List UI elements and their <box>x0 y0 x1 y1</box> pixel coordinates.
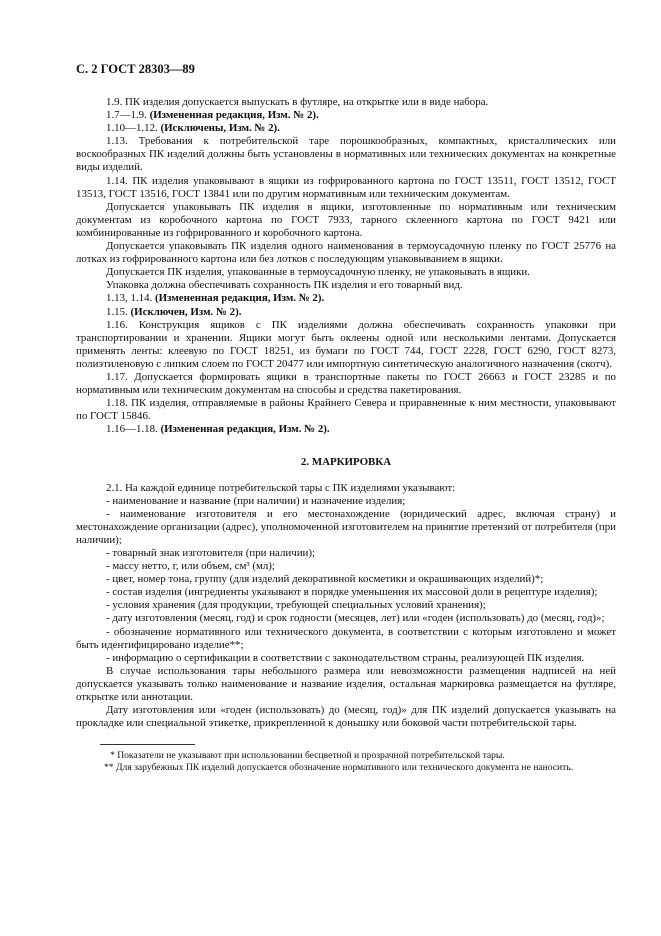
list-item: - дату изготовления (месяц, год) и срок годности (месяцев, лет) или «годен (использовать) до (месяц, год)»; <box>106 612 605 625</box>
section-1-continued <box>76 96 616 436</box>
section-title: 2. МАРКИРОВКА <box>300 456 392 469</box>
paragraph: 1.10—1.12. (Исключены, Изм. № 2). <box>106 122 280 135</box>
paragraph: Допускается упаковывать ПК изделия одного наименования в термоусадочную пленку по ГОСТ 25776 на лотках из гофрированного картона или без лотков с последующим упаковыванием в ящики. <box>76 240 616 266</box>
footnote: * Показатели не указывают при использовании бесцветной и прозрачной потребительской тары. <box>110 750 505 762</box>
paragraph: 1.17. Допускается формировать ящики в транспортные пакеты по ГОСТ 26663 и ГОСТ 23285 и по нормативным или техническим документам на способы и средства пакетирования. <box>76 370 616 397</box>
paragraph: 1.16. Конструкция ящиков с ПК изделиями должна обеспечивать сохранность упаковки при транспортировании и хранении. Ящики могут быть оклеены одной или несколькими лентами. Допускается применять ленты: клеевую по ГОСТ 18251, из бумаги по ГОСТ 744, ГОСТ 2228, ГОСТ 6290, ГОСТ 8273, полиэтиленовую с липким слоем по ГОСТ 20477 или импортную синтетическую аналогичного назначения (скотч). <box>76 318 616 370</box>
footnote-divider <box>100 744 195 745</box>
section-2-body <box>76 482 616 731</box>
paragraph: Допускается упаковывать ПК изделия в ящики, изготовленные по нормативным или техническим документам из коробочного картона по ГОСТ 7933, тарного склеенного картона по ГОСТ 9421 или комбинированные из гофрированного и коробочного картона. <box>76 200 616 239</box>
paragraph: 1.9. ПК изделия допускается выпускать в футляре, на открытке или в виде набора. <box>106 96 489 108</box>
list-item: - условия хранения (для продукции, требующей специальных условий хранения); <box>106 599 486 612</box>
list-item: - товарный знак изготовителя (при наличии); <box>106 547 316 559</box>
paragraph: 2.1. На каждой единице потребительской тары с ПК изделиями указывают: <box>106 481 456 494</box>
paragraph: 1.18. ПК изделия, отправляемые в районы Крайнего Севера и приравненные к ним местности, упаковывают по ГОСТ 15846. <box>76 397 616 423</box>
paragraph: 1.14. ПК изделия упаковывают в ящики из гофрированного картона по ГОСТ 13511, ГОСТ 13512, ГОСТ 13513, ГОСТ 13516, ГОСТ 13841 или по другим нормативным или техническим документам. <box>76 174 616 200</box>
page-header: С. 2 ГОСТ 28303—89 <box>76 62 195 76</box>
list-item: - информацию о сертификации в соответствии с законодательством страны, реализующей ПК изделия. <box>106 651 585 664</box>
list-item: - наименование изготовителя и его местонахождение (юридический адрес, включая страну) и местонахождение организации (адрес), уполномоченной изготовителем на принятие претензий от потребителя (при наличии); <box>76 507 616 546</box>
paragraph: 1.13, 1.14. (Измененная редакция, Изм. № 2). <box>106 292 325 305</box>
list-item: - цвет, номер тона, группу (для изделий декоративной косметики и окрашивающих изделий)*; <box>106 573 544 586</box>
paragraph: В случае использования тары небольшого размера или невозможности размещения надписей на ней допускается указывать только наименование и название изделия, остальная маркировка размещается на футляре, открытке или аннотации. <box>76 664 616 704</box>
paragraph: Упаковка должна обеспечивать сохранность ПК изделия и его товарный вид. <box>106 279 463 292</box>
list-item: - массу нетто, г, или объем, см³ (мл); <box>106 560 275 573</box>
list-item: - состав изделия (ингредиенты указывают в порядке уменьшения их массовой доли в рецептуре изделия); <box>106 586 598 599</box>
list-item: - обозначение нормативного или технического документа, в соответствии с которым изготовлено и может быть идентифицировано изделие**; <box>76 625 616 651</box>
document-body <box>76 96 616 774</box>
paragraph: 1.15. (Исключен, Изм. № 2). <box>106 305 242 318</box>
paragraph: 1.7—1.9. (Измененная редакция, Изм. № 2). <box>106 109 319 122</box>
list-item: - наименование и название (при наличии) и назначение изделия; <box>106 494 406 507</box>
paragraph: 1.13. Требования к потребительской таре порошкообразных, компактных, кристаллических или воскообразных ПК изделий должны быть установлены в нормативных или технических документах на конкретные виды изделий. <box>76 135 616 174</box>
footnote: ** Для зарубежных ПК изделий допускается обозначение нормативного или технического документа не наносить. <box>104 762 574 774</box>
paragraph: 1.16—1.18. (Измененная редакция, Изм. № 2). <box>106 423 330 436</box>
paragraph: Дату изготовления или «годен (использовать) до (месяц, год)» для ПК изделий допускается указывать на прокладке или специальной этикетке, прикрепленной к донышку или боковой части потребительской тары. <box>76 704 616 730</box>
paragraph: Допускается ПК изделия, упакованные в термоусадочную пленку, не упаковывать в ящики. <box>106 266 530 279</box>
